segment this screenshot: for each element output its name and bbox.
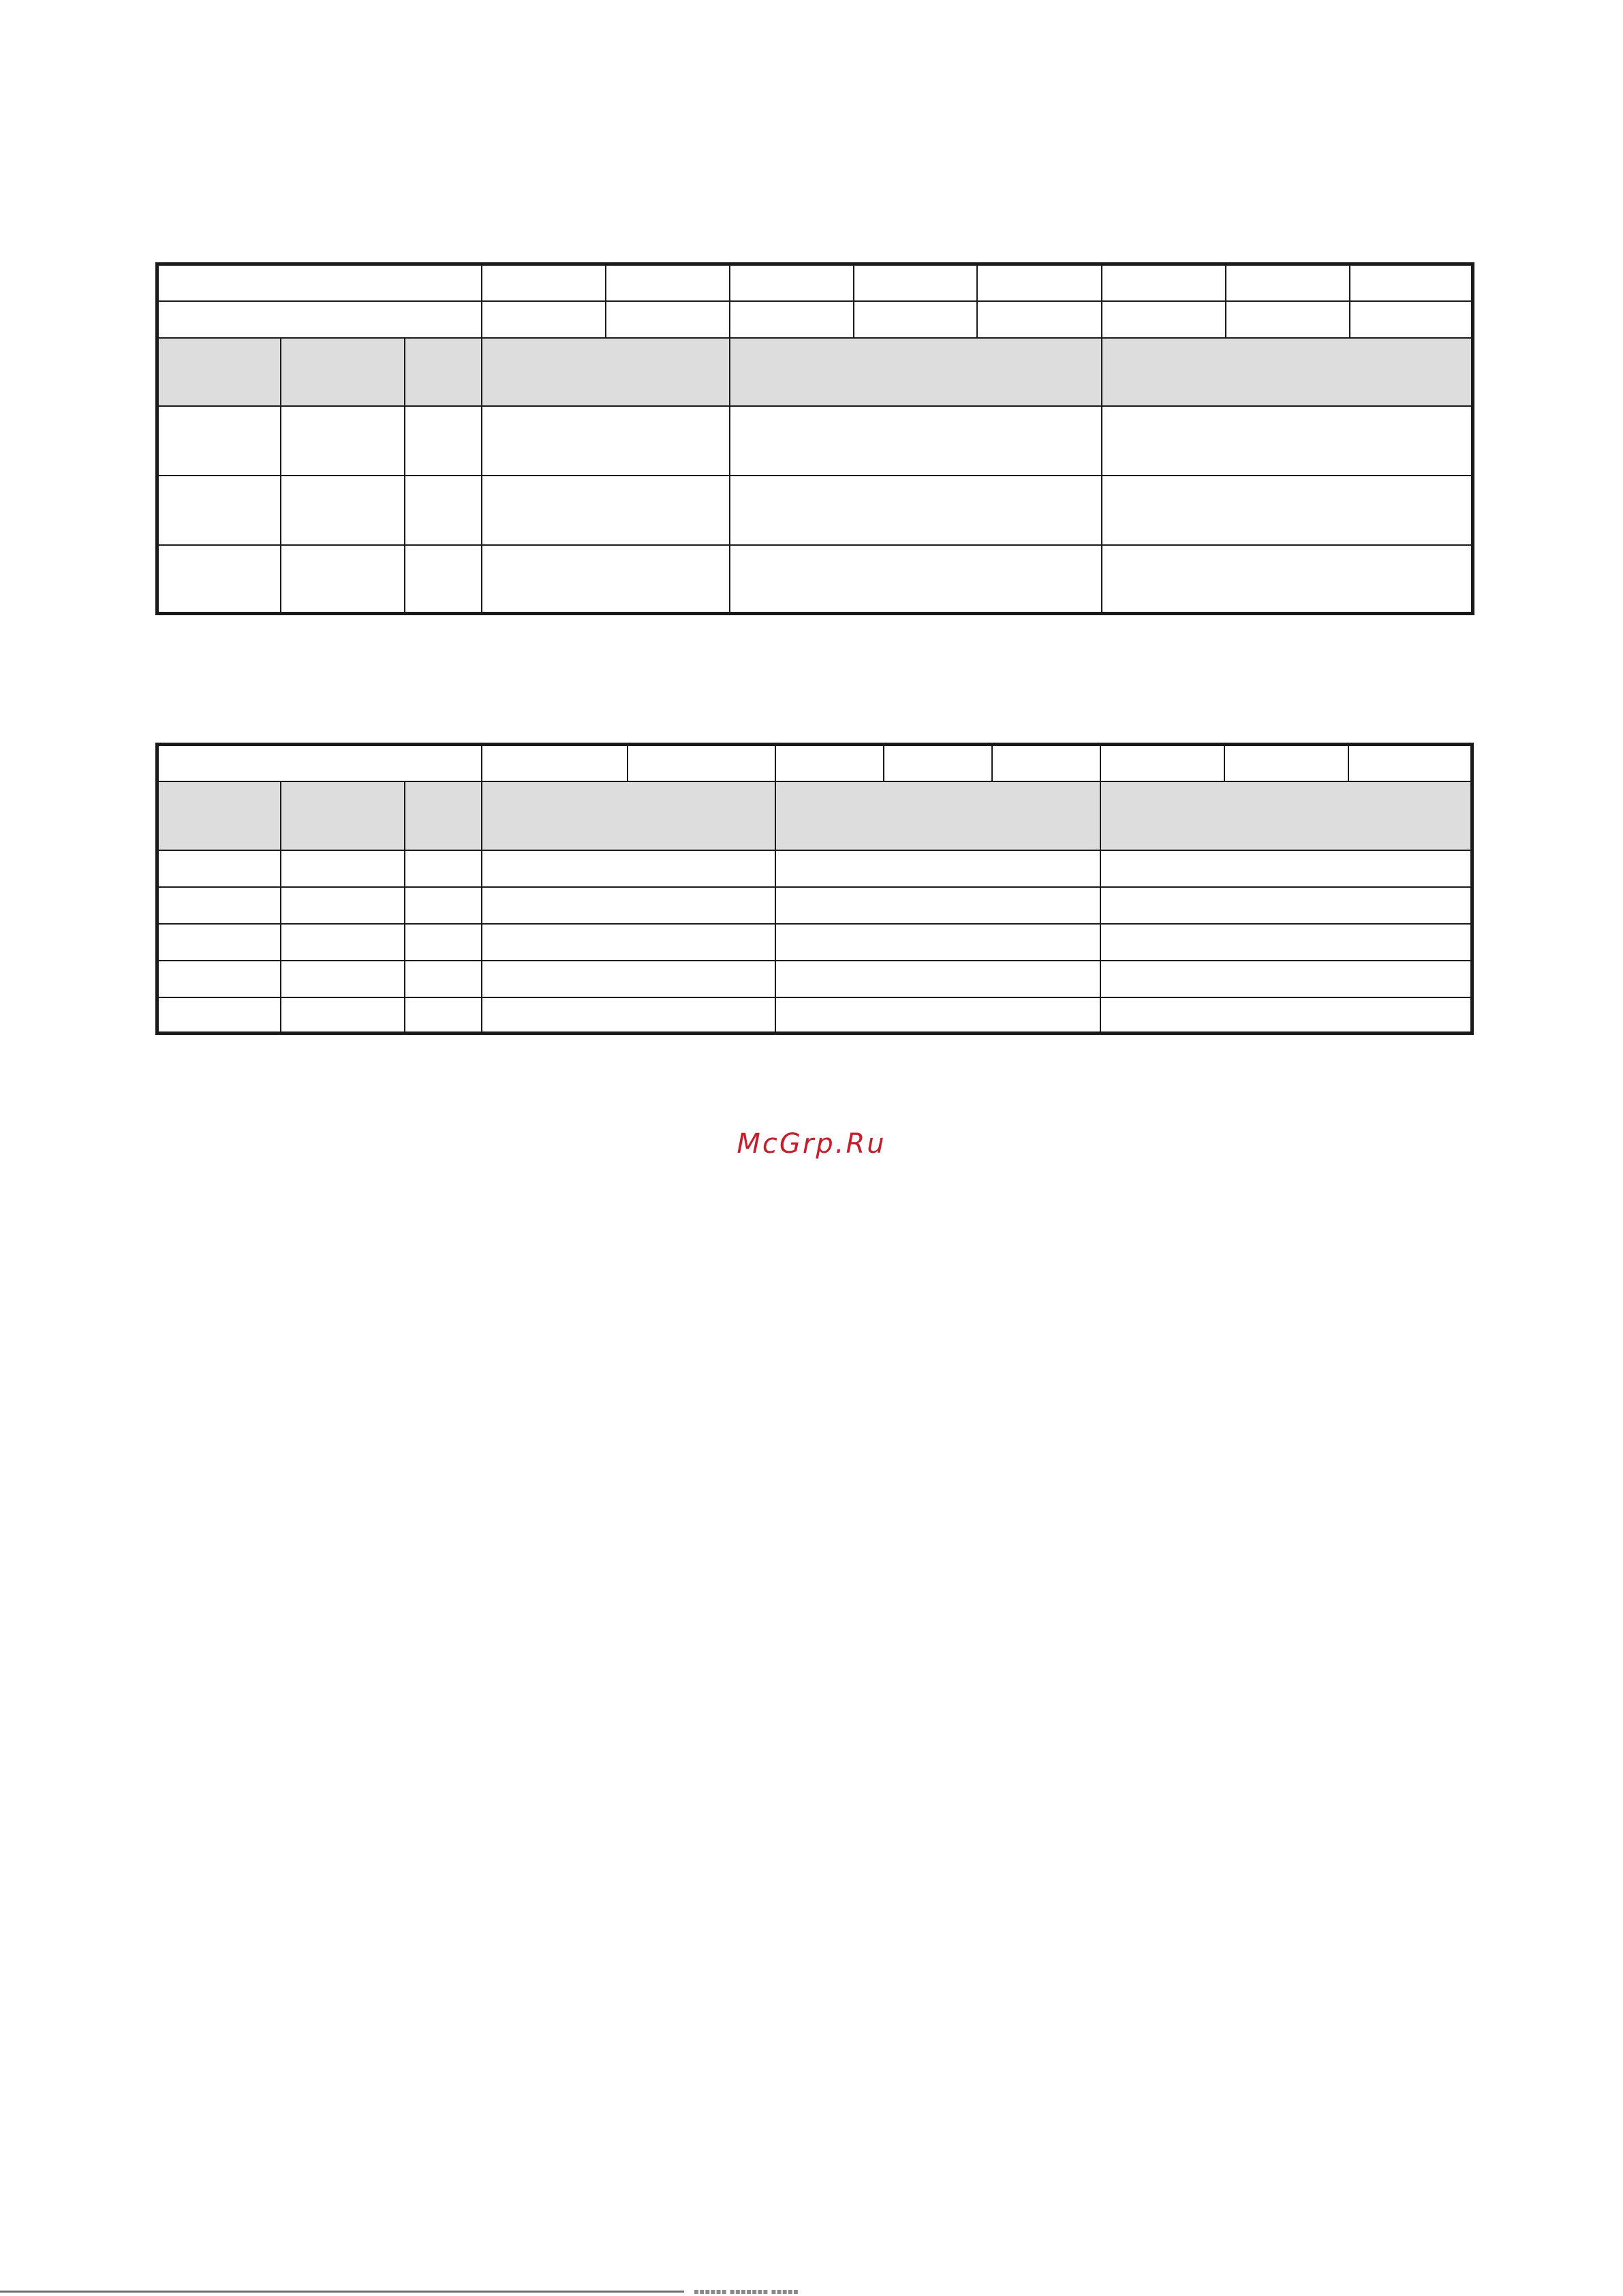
table-cell: [405, 997, 482, 1034]
spec-table-1: [155, 262, 1474, 615]
table-cell: [1100, 887, 1472, 924]
watermark-text: McGrp.Ru: [737, 1128, 886, 1160]
header-cell: [1102, 338, 1473, 406]
table-cell: [157, 545, 281, 614]
table-cell: [1350, 301, 1473, 338]
table-row: [157, 887, 1472, 924]
table-cell: [281, 476, 405, 545]
table-cell: [281, 406, 405, 476]
table-cell: [1100, 850, 1472, 887]
table-cell: [482, 301, 606, 338]
table-row: [157, 850, 1472, 887]
table-row: [157, 476, 1473, 545]
header-cell: [482, 781, 775, 850]
header-cell: [157, 338, 281, 406]
table-cell: [482, 745, 628, 781]
table-cell: [730, 264, 854, 301]
header-cell: [482, 338, 730, 406]
table-cell: [1102, 301, 1226, 338]
table-cell: [157, 997, 281, 1034]
table-cell: [1100, 961, 1472, 997]
table-cell: [281, 997, 405, 1034]
row-label: [157, 264, 482, 301]
table-cell: [281, 924, 405, 961]
table-cell: [854, 301, 977, 338]
table-cell: [1102, 406, 1473, 476]
table-cell: [482, 264, 606, 301]
header-row: [157, 781, 1472, 850]
table-cell: [1100, 924, 1472, 961]
table-row: [157, 545, 1473, 614]
header-cell: [730, 338, 1102, 406]
table-row: [157, 301, 1473, 338]
row-label: [157, 745, 482, 781]
table-row: [157, 406, 1473, 476]
table-cell: [730, 545, 1102, 614]
header-cell: [157, 781, 281, 850]
table-cell: [775, 924, 1100, 961]
table-cell: [281, 887, 405, 924]
table-cell: [482, 545, 730, 614]
table-cell: [281, 850, 405, 887]
table-cell: [884, 745, 992, 781]
table-cell: [482, 961, 775, 997]
table-cell: [482, 850, 775, 887]
table-cell: [730, 406, 1102, 476]
table-cell: [1100, 997, 1472, 1034]
table-cell: [281, 961, 405, 997]
table-row: [157, 924, 1472, 961]
table-cell: [1102, 264, 1226, 301]
table-cell: [1224, 745, 1348, 781]
table-cell: [157, 406, 281, 476]
table-cell: [405, 924, 482, 961]
table-cell: [606, 264, 730, 301]
table-cell: [992, 745, 1100, 781]
table-cell: [157, 887, 281, 924]
table-cell: [157, 850, 281, 887]
spec-table-2: [155, 743, 1474, 1035]
row-label: [157, 301, 482, 338]
table-cell: [1102, 545, 1473, 614]
table-cell: [281, 545, 405, 614]
table-cell: [157, 961, 281, 997]
table-cell: [775, 887, 1100, 924]
table-cell: [775, 745, 884, 781]
table-cell: [405, 887, 482, 924]
table-cell: [482, 924, 775, 961]
header-cell: [405, 781, 482, 850]
header-cell: [281, 338, 405, 406]
table-cell: [977, 264, 1102, 301]
table-cell: [405, 850, 482, 887]
table-row: [157, 997, 1472, 1034]
table-cell: [157, 476, 281, 545]
footer-text: ▪▪▪▪▪▪ ▪▪▪▪▪▪▪ ▪▪▪▪▪: [694, 2286, 799, 2296]
header-cell: [405, 338, 482, 406]
header-cell: [1100, 781, 1472, 850]
table-cell: [405, 406, 482, 476]
header-row: [157, 338, 1473, 406]
table-cell: [977, 301, 1102, 338]
table-cell: [1100, 745, 1224, 781]
table-cell: [854, 264, 977, 301]
table-cell: [1350, 264, 1473, 301]
table-cell: [482, 997, 775, 1034]
table-row: [157, 264, 1473, 301]
table-cell: [1226, 264, 1350, 301]
table-cell: [730, 476, 1102, 545]
table-cell: [405, 476, 482, 545]
table-cell: [1102, 476, 1473, 545]
table-cell: [775, 997, 1100, 1034]
table-cell: [775, 850, 1100, 887]
table-row: [157, 745, 1472, 781]
table-row: [157, 961, 1472, 997]
table-cell: [1226, 301, 1350, 338]
table-cell: [1348, 745, 1472, 781]
table-cell: [405, 545, 482, 614]
table-cell: [628, 745, 775, 781]
table-cell: [482, 887, 775, 924]
footer-rule: [0, 2291, 684, 2293]
table-cell: [482, 406, 730, 476]
table-cell: [606, 301, 730, 338]
table-cell: [405, 961, 482, 997]
table-cell: [482, 476, 730, 545]
table-cell: [775, 961, 1100, 997]
header-cell: [281, 781, 405, 850]
table-cell: [157, 924, 281, 961]
header-cell: [775, 781, 1100, 850]
table-cell: [730, 301, 854, 338]
